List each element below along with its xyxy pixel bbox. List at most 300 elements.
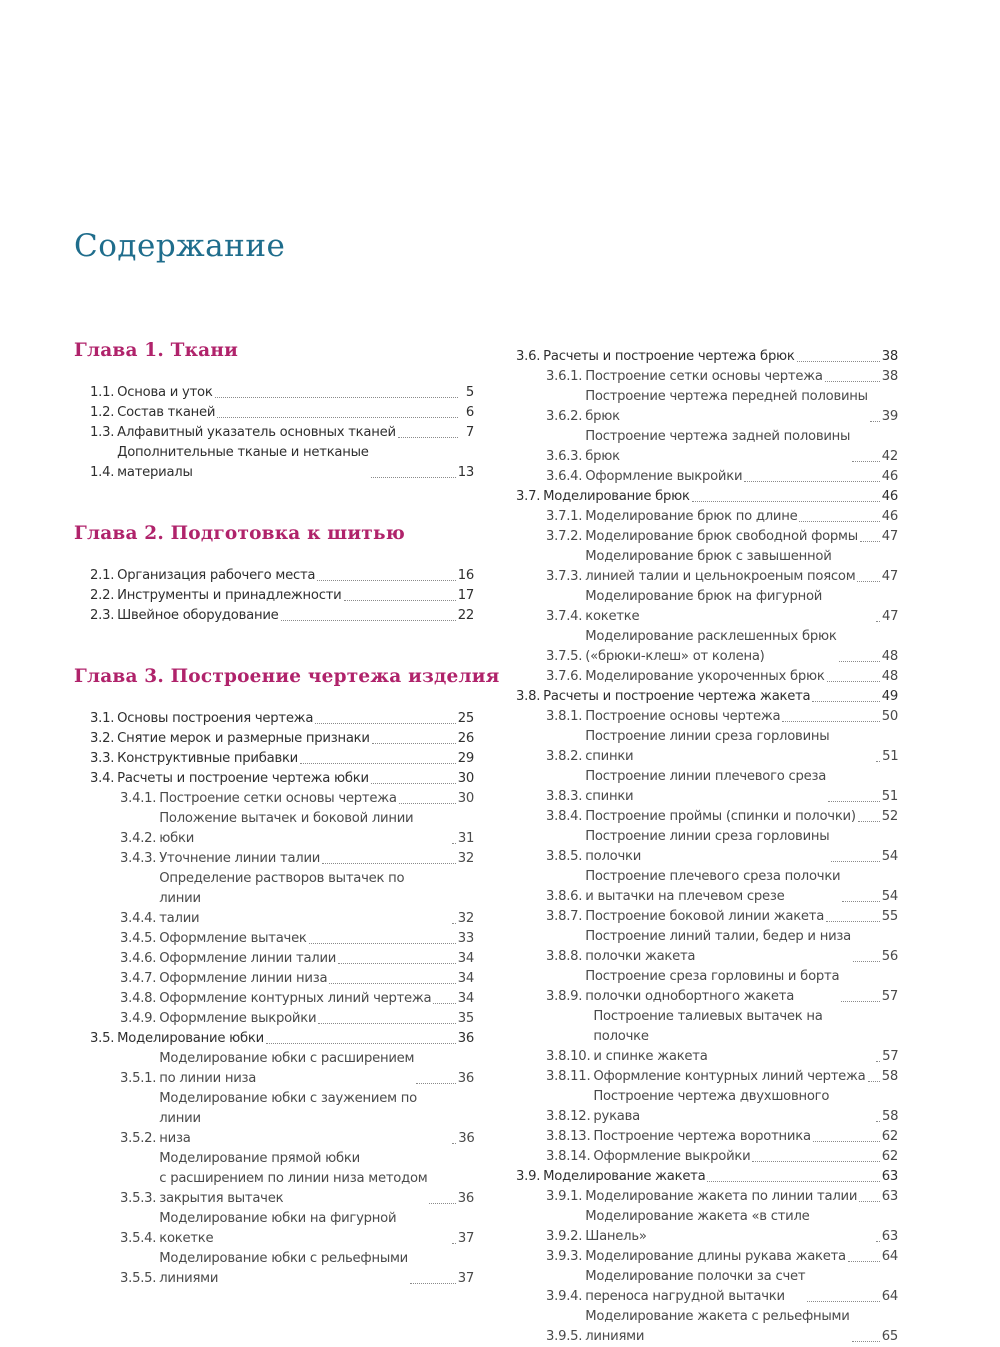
toc-entry-body — [120, 1249, 458, 1289]
dot-leader — [857, 581, 879, 582]
toc-entry — [74, 729, 474, 749]
dot-leader — [868, 1081, 880, 1082]
toc-entry — [74, 1049, 474, 1089]
toc-entry-page: 30 — [457, 771, 474, 786]
toc-entry-page: 37 — [457, 1271, 474, 1286]
toc-entry-number: 3.7.1. — [546, 509, 583, 524]
toc-entry-page: 47 — [881, 569, 898, 584]
toc-entry — [516, 387, 898, 427]
toc-entry-title: Построение среза горловины и борта полочки однобортного жакета — [585, 969, 840, 1004]
toc-entry-title: Построение линии плечевого среза спинки — [585, 769, 827, 804]
toc-entry-number: 3.8.10. — [546, 1049, 591, 1064]
toc-entry-page: 34 — [457, 951, 474, 966]
toc-entry — [516, 1207, 898, 1247]
dot-leader — [322, 863, 456, 864]
toc-entry-title: Алфавитный указатель основных тканей — [117, 425, 396, 440]
toc-entry-body — [90, 443, 458, 483]
toc-entry-body — [546, 807, 882, 827]
toc-entry — [74, 929, 474, 949]
toc-entry-page: 46 — [881, 469, 898, 484]
toc-entry-page: 35 — [457, 1011, 474, 1026]
page-title: Содержание — [74, 228, 286, 264]
toc-entry-body — [120, 1149, 458, 1209]
toc-entry-page: 63 — [881, 1189, 898, 1204]
toc-entry-page: 7 — [465, 425, 474, 440]
toc-entry-page: 50 — [881, 709, 898, 724]
toc-entry-page: 33 — [457, 931, 474, 946]
dot-leader — [807, 1301, 879, 1302]
chapter-heading: Глава 3. Построение чертежа изделия — [74, 666, 500, 687]
toc-entry-title: Моделирование полочки за счет переноса нагрудной вытачки — [585, 1269, 806, 1304]
toc-entry-page: 56 — [881, 949, 898, 964]
toc-entry-body — [546, 1307, 882, 1347]
toc-entry-number: 3.9.2. — [546, 1229, 583, 1244]
toc-entry-body — [546, 1087, 882, 1127]
toc-entry-title: Оформление контурных линий чертежа — [159, 991, 432, 1006]
toc-entry-page: 38 — [881, 349, 898, 364]
dot-leader — [799, 521, 879, 522]
dot-leader — [852, 461, 880, 462]
toc-entry — [516, 427, 898, 467]
toc-entry — [516, 907, 898, 927]
toc-entry-number: 3.9.5. — [546, 1329, 583, 1344]
dot-leader — [825, 381, 880, 382]
toc-entry-title: Построение боковой линии жакета — [585, 909, 825, 924]
toc-entry-title: Моделирование укороченных брюк — [585, 669, 825, 684]
dot-leader — [828, 801, 880, 802]
toc-entry-title: Моделирование брюк на фигурной кокетке — [585, 589, 823, 624]
toc-entry-body — [120, 809, 458, 849]
toc-entry-page: 57 — [882, 1049, 899, 1064]
toc-entry-body — [90, 1029, 458, 1049]
toc-entry-body — [90, 729, 458, 749]
dot-leader — [315, 723, 456, 724]
dot-leader — [744, 481, 879, 482]
dot-leader — [452, 843, 456, 844]
toc-entry-title: Построение сетки основы чертежа — [159, 791, 397, 806]
toc-entry-body — [546, 767, 882, 807]
toc-entry-body — [546, 727, 882, 767]
toc-entry — [74, 423, 474, 443]
toc-entry-body — [90, 423, 460, 443]
toc-entry-title: Уточнение линии талии — [159, 851, 321, 866]
toc-entry-number: 2.2. — [90, 588, 115, 603]
dot-leader — [876, 1241, 880, 1242]
toc-entry-page: 65 — [881, 1329, 898, 1344]
toc-entry-number: 3.8.13. — [546, 1129, 591, 1144]
toc-entry-page: 5 — [465, 385, 474, 400]
toc-entry-body — [546, 967, 882, 1007]
toc-entry-page: 62 — [881, 1149, 898, 1164]
toc-entry-body — [546, 927, 882, 967]
toc-entry-page: 13 — [457, 465, 474, 480]
dot-leader — [410, 1283, 456, 1284]
toc-entry-number: 3.7. — [516, 489, 541, 504]
toc-entry — [516, 667, 898, 687]
toc-entry-body — [546, 1127, 882, 1147]
toc-entry-page: 6 — [465, 405, 474, 420]
toc-entry — [74, 443, 474, 483]
toc-entry-title: Построение чертежа передней половины брюк — [585, 389, 868, 424]
toc-entry-body — [546, 1267, 882, 1307]
dot-leader — [398, 437, 458, 438]
toc-entry — [74, 403, 474, 423]
toc-entry-title: Швейное оборудование — [117, 608, 279, 623]
toc-entry-number: 3.4.7. — [120, 971, 157, 986]
toc-entry-page: 58 — [881, 1069, 898, 1084]
toc-entry-page: 36 — [457, 1071, 474, 1086]
dot-leader — [452, 1243, 456, 1244]
chapter-section — [74, 666, 500, 1289]
toc-right-column — [516, 347, 898, 1347]
dot-leader — [217, 417, 458, 418]
toc-entry — [74, 1089, 474, 1149]
toc-entry-page: 49 — [881, 689, 898, 704]
toc-entry-body — [546, 367, 882, 387]
toc-entry — [516, 467, 898, 487]
toc-entry-number: 1.1. — [90, 385, 115, 400]
toc-entry-body — [546, 1187, 882, 1207]
dot-leader — [841, 1001, 879, 1002]
toc-entry-page: 16 — [457, 568, 474, 583]
toc-entry-title: Конструктивные прибавки — [117, 751, 298, 766]
toc-entry-title: Моделирование жакета «в стиле Шанель» — [585, 1209, 810, 1244]
toc-entry-body — [120, 789, 458, 809]
toc-entry-page: 63 — [881, 1229, 899, 1244]
toc-entry-page: 64 — [881, 1249, 898, 1264]
toc-entry-page: 36 — [457, 1031, 474, 1046]
toc-entry — [516, 807, 898, 827]
toc-entry-number: 3.8.6. — [546, 889, 583, 904]
dot-leader — [692, 501, 880, 502]
toc-entry-page: 36 — [457, 1191, 474, 1206]
toc-entry-title: Оформление линии низа — [159, 971, 328, 986]
toc-entry-number: 3.4.4. — [120, 911, 157, 926]
dot-leader — [433, 1003, 455, 1004]
toc-entry-number: 3.9. — [516, 1169, 541, 1184]
toc-entry — [516, 1067, 898, 1087]
toc-entry-number: 3.4.9. — [120, 1011, 157, 1026]
toc-entry-page: 47 — [881, 529, 898, 544]
toc-entry — [74, 1149, 474, 1209]
toc-entry-title: Моделирование юбки — [117, 1031, 264, 1046]
toc-entry-number: 3.9.4. — [546, 1289, 583, 1304]
dot-leader — [848, 1261, 880, 1262]
toc-entry-page: 38 — [881, 369, 898, 384]
toc-entry-body — [90, 606, 458, 626]
toc-entry — [74, 709, 474, 729]
toc-entry — [516, 1127, 898, 1147]
dot-leader — [827, 681, 880, 682]
toc-entry-page: 29 — [457, 751, 474, 766]
toc-entry — [74, 989, 474, 1009]
toc-entry-page: 30 — [457, 791, 474, 806]
toc-entry-title: Моделирование юбки с расширением по линии низа — [159, 1051, 415, 1086]
toc-entry — [74, 969, 474, 989]
toc-entry-page: 64 — [881, 1289, 898, 1304]
chapter-section — [74, 523, 474, 626]
toc-entry — [516, 967, 898, 1007]
toc-entry-title: Оформление линии талии — [159, 951, 337, 966]
toc-entry-page: 46 — [881, 509, 898, 524]
toc-entry-page: 32 — [457, 851, 474, 866]
toc-entry-body — [546, 427, 882, 467]
toc-entry — [516, 1167, 898, 1187]
toc-entry-number: 3.8.4. — [546, 809, 583, 824]
toc-entry-title: Построение линий талии, бедер и низа полочки жакета — [585, 929, 851, 964]
toc-entry-body — [90, 566, 458, 586]
dot-leader — [858, 821, 880, 822]
toc-entry-page: 54 — [881, 889, 898, 904]
toc-entry-body — [546, 867, 882, 907]
chapter-heading: Глава 2. Подготовка к шитью — [74, 523, 405, 544]
toc-entry-body — [546, 907, 882, 927]
toc-entry-body — [120, 1009, 458, 1029]
toc-entry — [74, 1009, 474, 1029]
chapter-entries — [74, 566, 474, 626]
toc-entry-body — [90, 383, 460, 403]
toc-entry — [516, 867, 898, 907]
toc-entry-page: 32 — [457, 911, 474, 926]
toc-entry-page: 36 — [458, 1131, 475, 1146]
toc-entry-page: 58 — [881, 1109, 899, 1124]
dot-leader — [860, 541, 880, 542]
toc-entry-number: 3.7.4. — [546, 609, 583, 624]
toc-entry-title: Построение чертежа задней половины брюк — [585, 429, 851, 464]
chapter-heading: Глава 1. Ткани — [74, 340, 239, 361]
toc-entry-body — [546, 527, 882, 547]
toc-entry-number: 3.4.3. — [120, 851, 157, 866]
toc-entry-number: 3.4.2. — [120, 831, 157, 846]
dot-leader — [371, 477, 456, 478]
toc-entry-number: 3.8.8. — [546, 949, 583, 964]
toc-entry-number: 3.8.12. — [546, 1109, 591, 1124]
toc-entry-body — [90, 769, 458, 789]
toc-entry — [516, 767, 898, 807]
toc-entry-number: 3.6.4. — [546, 469, 583, 484]
toc-entry-title: Оформление выкройки — [585, 469, 743, 484]
toc-entry-title: Построение чертежа воротника — [593, 1129, 811, 1144]
toc-entry-body — [516, 487, 882, 507]
toc-entry-title: Моделирование длины рукава жакета — [585, 1249, 846, 1264]
toc-entry-page: 52 — [881, 809, 898, 824]
toc-entry-number: 3.5.3. — [120, 1191, 157, 1206]
toc-entry-number: 3.6.2. — [546, 409, 583, 424]
toc-entry-number: 3.7.3. — [546, 569, 583, 584]
toc-entry-body — [120, 949, 458, 969]
toc-entry-page: 48 — [881, 669, 898, 684]
dot-leader — [318, 1023, 455, 1024]
toc-entry — [516, 1267, 898, 1307]
toc-entry-body — [516, 687, 882, 707]
dot-leader — [876, 621, 880, 622]
toc-entry-number: 1.4. — [90, 465, 115, 480]
dot-leader — [752, 1161, 879, 1162]
toc-entry-number: 3.8.1. — [546, 709, 583, 724]
toc-entry-page: 34 — [457, 971, 474, 986]
toc-entry-title: Оформление вытачек — [159, 931, 307, 946]
dot-leader — [416, 1083, 456, 1084]
toc-entry-number: 3.4. — [90, 771, 115, 786]
toc-entry — [74, 566, 474, 586]
toc-entry-body — [120, 969, 458, 989]
toc-entry-body — [546, 707, 882, 727]
toc-entry-number: 1.3. — [90, 425, 115, 440]
toc-entry-title: Построение сетки основы чертежа — [585, 369, 823, 384]
toc-entry-number: 3.2. — [90, 731, 115, 746]
dot-leader — [812, 701, 879, 702]
toc-entry-body — [546, 827, 882, 867]
toc-entry-title: Основы построения чертежа — [117, 711, 314, 726]
dot-leader — [317, 580, 456, 581]
toc-entry-number: 3.8.14. — [546, 1149, 591, 1164]
toc-entry-number: 3.3. — [90, 751, 115, 766]
dot-leader — [831, 861, 879, 862]
toc-entry-title: Построение линии среза горловины спинки — [585, 729, 830, 764]
toc-entry-number: 3.4.6. — [120, 951, 157, 966]
toc-entry-title: Моделирование брюк с завышенной линией талии и цельнокроеным поясом — [585, 549, 856, 584]
dot-leader — [782, 721, 879, 722]
dot-leader — [870, 421, 880, 422]
toc-entry-page: 42 — [881, 449, 898, 464]
toc-entry-number: 3.8.2. — [546, 749, 583, 764]
toc-entry-body — [90, 586, 458, 606]
toc-entry — [516, 927, 898, 967]
dot-leader — [452, 1143, 456, 1144]
toc-entry-body — [120, 1089, 458, 1149]
toc-entry-number: 3.5.5. — [120, 1271, 157, 1286]
toc-entry-number: 3.8. — [516, 689, 541, 704]
toc-entry-body — [546, 1067, 882, 1087]
toc-entry — [516, 1307, 898, 1347]
toc-entry — [516, 487, 898, 507]
toc-entry-number: 3.5.2. — [120, 1131, 157, 1146]
toc-entry-title: Оформление выкройки — [593, 1149, 751, 1164]
toc-entry-title: Дополнительные тканые и нетканые материалы — [117, 445, 369, 480]
toc-entry-number: 3.8.11. — [546, 1069, 591, 1084]
dot-leader — [813, 1141, 880, 1142]
toc-entry-body — [90, 403, 460, 423]
toc-entry-title: Моделирование брюк — [543, 489, 690, 504]
toc-entry-body — [546, 1247, 882, 1267]
toc-entry — [516, 1007, 898, 1067]
toc-entry-number: 3.8.7. — [546, 909, 583, 924]
toc-entry-number: 3.6.1. — [546, 369, 583, 384]
dot-leader — [266, 1043, 456, 1044]
toc-entry-title: Оформление контурных линий чертежа — [593, 1069, 866, 1084]
toc-entry-number: 3.1. — [90, 711, 115, 726]
dot-leader — [372, 743, 456, 744]
dot-leader — [839, 661, 880, 662]
dot-leader — [281, 620, 456, 621]
toc-entry-body — [120, 989, 458, 1009]
toc-entry — [516, 827, 898, 867]
toc-entry-page: 57 — [881, 989, 898, 1004]
toc-entry-title: Моделирование юбки с рельефными линиями — [159, 1251, 408, 1286]
toc-entry-body — [546, 587, 882, 627]
toc-entry-title: Организация рабочего места — [117, 568, 316, 583]
dot-leader — [309, 943, 456, 944]
toc-entry-body — [546, 1147, 882, 1167]
toc-entry-page: 26 — [457, 731, 474, 746]
toc-entry-page: 17 — [457, 588, 474, 603]
toc-entry-number: 3.5.4. — [120, 1231, 157, 1246]
toc-entry — [74, 869, 474, 929]
toc-entry-title: Построение плечевого среза полочки и вытачки на плечевом срезе — [585, 869, 841, 904]
toc-entry-number: 3.8.5. — [546, 849, 583, 864]
toc-entry-page: 39 — [881, 409, 898, 424]
toc-entry-page: 51 — [882, 749, 899, 764]
toc-entry — [74, 809, 474, 849]
toc-entry-body — [546, 627, 882, 667]
toc-entry-page: 34 — [457, 991, 474, 1006]
dot-leader — [707, 1181, 879, 1182]
toc-entry-number: 3.7.6. — [546, 669, 583, 684]
toc-entry-title: Моделирование юбки на фигурной кокетке — [159, 1211, 397, 1246]
dot-leader — [300, 763, 456, 764]
toc-entry-number: 3.9.1. — [546, 1189, 583, 1204]
dot-leader — [853, 961, 880, 962]
toc-entry — [516, 547, 898, 587]
chapter-entries — [74, 383, 474, 483]
toc-entry-number: 3.6.3. — [546, 449, 583, 464]
dot-leader — [338, 963, 456, 964]
toc-entry-body — [546, 387, 882, 427]
toc-entry-title: Построение линии среза горловины полочки — [585, 829, 830, 864]
toc-entry-page: 54 — [881, 849, 898, 864]
toc-entry-page: 48 — [881, 649, 898, 664]
toc-entry-number: 1.2. — [90, 405, 115, 420]
toc-entry-title: Моделирование юбки с заужением по линии низа — [159, 1091, 417, 1146]
toc-entry-title: Моделирование прямой юбки с расширением по линии низа методом закрытия вытачек — [159, 1151, 428, 1206]
toc-entry — [516, 707, 898, 727]
toc-entry-number: 3.8.9. — [546, 989, 583, 1004]
toc-entry-page: 25 — [457, 711, 474, 726]
chapter-entries — [74, 709, 474, 1289]
toc-entry-title: Определение растворов вытачек по линии талии — [159, 871, 405, 926]
toc-entry — [74, 849, 474, 869]
toc-entry-title: Состав тканей — [117, 405, 216, 420]
toc-entry-body — [546, 1007, 882, 1067]
toc-entry — [74, 949, 474, 969]
toc-entry — [516, 1147, 898, 1167]
toc-entry-title: Моделирование брюк по длине — [585, 509, 798, 524]
toc-entry-number: 3.6. — [516, 349, 541, 364]
toc-entry-title: Снятие мерок и размерные признаки — [117, 731, 370, 746]
toc-entry-title: Основа и уток — [117, 385, 213, 400]
toc-entry-body — [120, 869, 458, 929]
toc-entry-page: 62 — [881, 1129, 898, 1144]
toc-entry — [74, 1209, 474, 1249]
dot-leader — [329, 983, 455, 984]
toc-entry-body — [516, 1167, 882, 1187]
dot-leader — [797, 361, 880, 362]
toc-entry — [74, 1029, 474, 1049]
dot-leader — [215, 397, 458, 398]
toc-entry-title: Оформление выкройки — [159, 1011, 317, 1026]
toc-entry-number: 3.4.5. — [120, 931, 157, 946]
toc-entry — [516, 347, 898, 367]
toc-entry-title: Моделирование расклешенных брюк («брюки-клеш» от колена) — [585, 629, 837, 664]
toc-entry-page: 31 — [457, 831, 475, 846]
toc-entry-title: Моделирование жакета — [543, 1169, 706, 1184]
toc-entry-body — [90, 709, 458, 729]
toc-entry-number: 3.5.1. — [120, 1071, 157, 1086]
toc-entry-title: Расчеты и построение чертежа брюк — [543, 349, 795, 364]
toc-entry — [516, 627, 898, 667]
toc-entry — [74, 383, 474, 403]
toc-entry-page: 55 — [881, 909, 898, 924]
